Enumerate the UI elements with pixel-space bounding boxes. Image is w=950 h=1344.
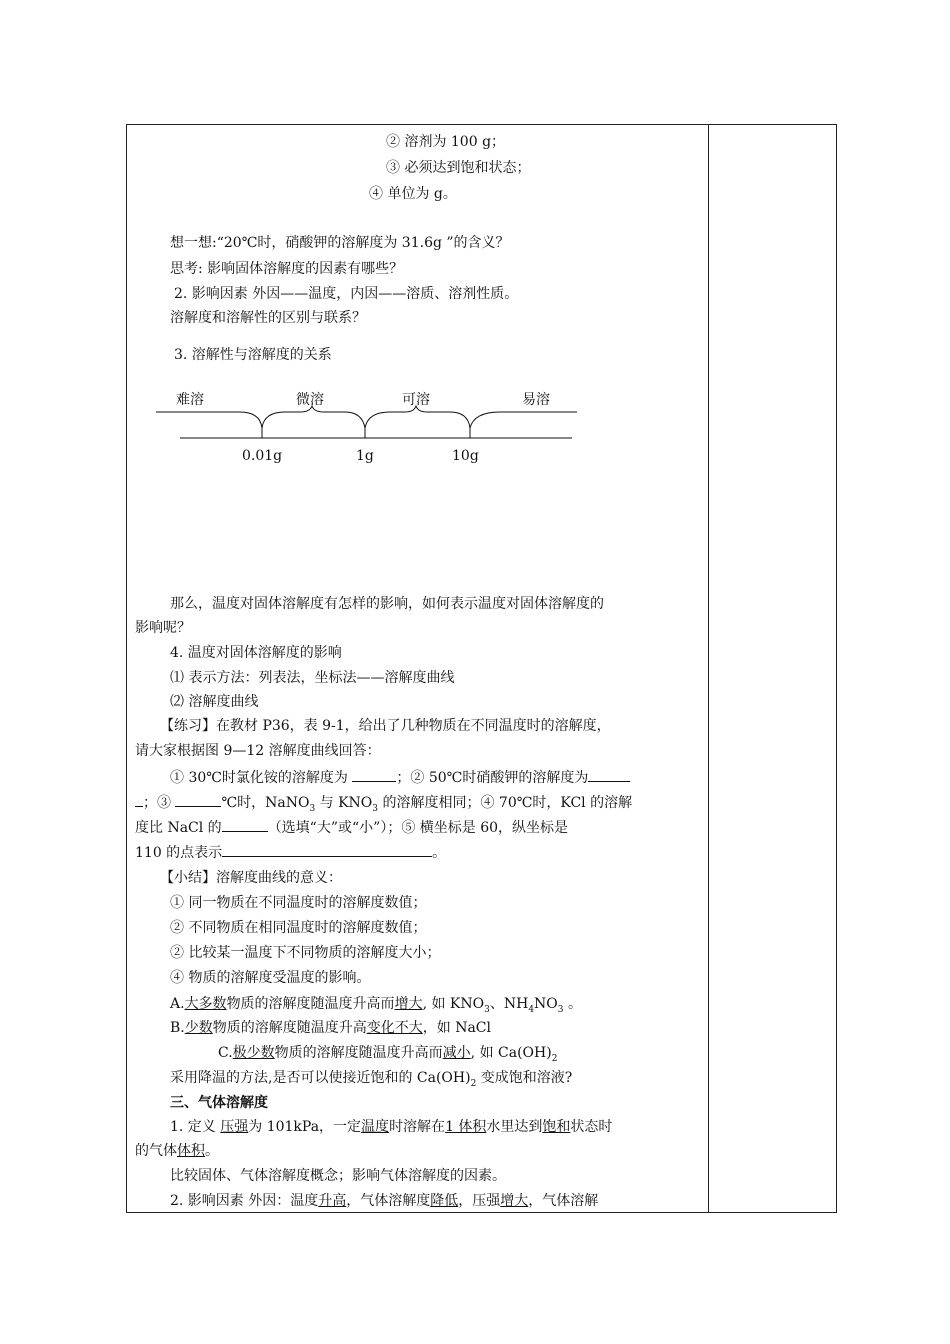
intro-line-2: 影响呢？ <box>135 620 191 636</box>
tick-label-1: 1g <box>356 448 374 464</box>
definition-line-1: 1. 定义 压强为 101kPa，一定温度时溶解在1 体积水里达到饱和状态时 <box>170 1119 613 1135</box>
point-b: B.少数物质的溶解度随温度升高变化不大，如 NaCl <box>170 1020 491 1036</box>
factors-line: 2. 影响因素 外因——温度，内因——溶质、溶剂性质。 <box>174 286 519 302</box>
cat-yirong: 易溶 <box>522 392 550 408</box>
cat-kerong: 可溶 <box>402 392 430 408</box>
point-2: ② 溶剂为 100 g； <box>386 134 506 150</box>
point-a: A.大多数物质的溶解度随温度升高而增大, 如 $KNO_3$、$NH_4NO_3$ 。 <box>170 996 582 1015</box>
factors2-line: 2. 影响因素 外因：温度升高，气体溶解度降低，压强增大，气体溶解 <box>170 1193 599 1209</box>
exercise-line-1: 【练习】在教材 P36，表 9-1，给出了几种物质在不同温度时的溶解度， <box>160 718 611 734</box>
relation-heading: 3. 溶解性与溶解度的关系 <box>174 347 332 363</box>
definition-line-2: 的气体体积。 <box>135 1143 219 1159</box>
brace-kerong <box>365 406 470 428</box>
sec4-method: ⑴ 表示方法：列表法，坐标法——溶解度曲线 <box>170 670 455 686</box>
summary-item-4: ④ 物质的溶解度受温度的影响。 <box>170 970 371 986</box>
sec4-title: 4. 温度对固体溶解度的影响 <box>170 645 342 661</box>
sec4-curve: ⑵ 溶解度曲线 <box>170 694 259 710</box>
compare-line: 比较固体、气体溶解度概念；影响气体溶解度的因素。 <box>170 1168 506 1184</box>
brace-weirong <box>262 406 365 428</box>
cat-nanrong: 难溶 <box>176 392 204 408</box>
exercise-line-5: 度比 NaCl 的 （选填“大”或“小”）；⑤ 横坐标是 60，纵坐标是 <box>135 817 568 838</box>
summary-item-2: ② 不同物质在相同温度时的溶解度数值； <box>170 920 427 936</box>
diff-line: 溶解度和溶解性的区别与联系？ <box>170 310 366 326</box>
solubility-diagram <box>150 380 590 470</box>
cool-question: 采用降温的方法,是否可以使接近饱和的 $Ca(OH)_2$ 变成饱和溶液? <box>170 1070 573 1089</box>
column-divider <box>708 124 709 1213</box>
tick-label-10: 10g <box>452 448 479 464</box>
brace-nanrong <box>156 412 262 428</box>
tick-label-001: 0.01g <box>242 448 283 464</box>
exercise-line-4: ；③ ℃时，NaNO$_3$ 与 $KNO_3$ 的溶解度相同；④ 70℃时，KCl 的溶解 <box>135 792 632 819</box>
ponder-line: 思考: 影响固体溶解度的因素有哪些？ <box>170 261 404 277</box>
gas-heading: 三、气体溶解度 <box>170 1095 268 1111</box>
summary-title: 【小结】溶解度曲线的意义： <box>160 870 342 886</box>
exercise-line-6: 110 的点表示 。 <box>135 842 446 863</box>
point-4: ④ 单位为 g。 <box>369 186 457 202</box>
cat-weirong: 微溶 <box>296 392 324 408</box>
intro-line-1: 那么，温度对固体溶解度有怎样的影响，如何表示温度对固体溶解度的 <box>170 596 604 612</box>
summary-item-3: ② 比较某一温度下不同物质的溶解度大小； <box>170 945 441 961</box>
point-c: C.极少数物质的溶解度随温度升高而减小, 如 $Ca(OH)_2$ <box>218 1045 558 1064</box>
think-line: 想一想:“20℃时，硝酸钾的溶解度为 31.6g ”的含义？ <box>170 235 510 251</box>
brace-yirong <box>470 412 577 428</box>
point-3: ③ 必须达到饱和状态； <box>386 160 531 176</box>
exercise-line-2: 请大家根据图 9—12 溶解度曲线回答： <box>135 743 381 759</box>
summary-item-1: ① 同一物质在不同温度时的溶解度数值； <box>170 895 427 911</box>
exercise-line-3: ① 30℃时氯化铵的溶解度为 ；② 50℃时硝酸钾的溶解度为 <box>170 767 630 788</box>
